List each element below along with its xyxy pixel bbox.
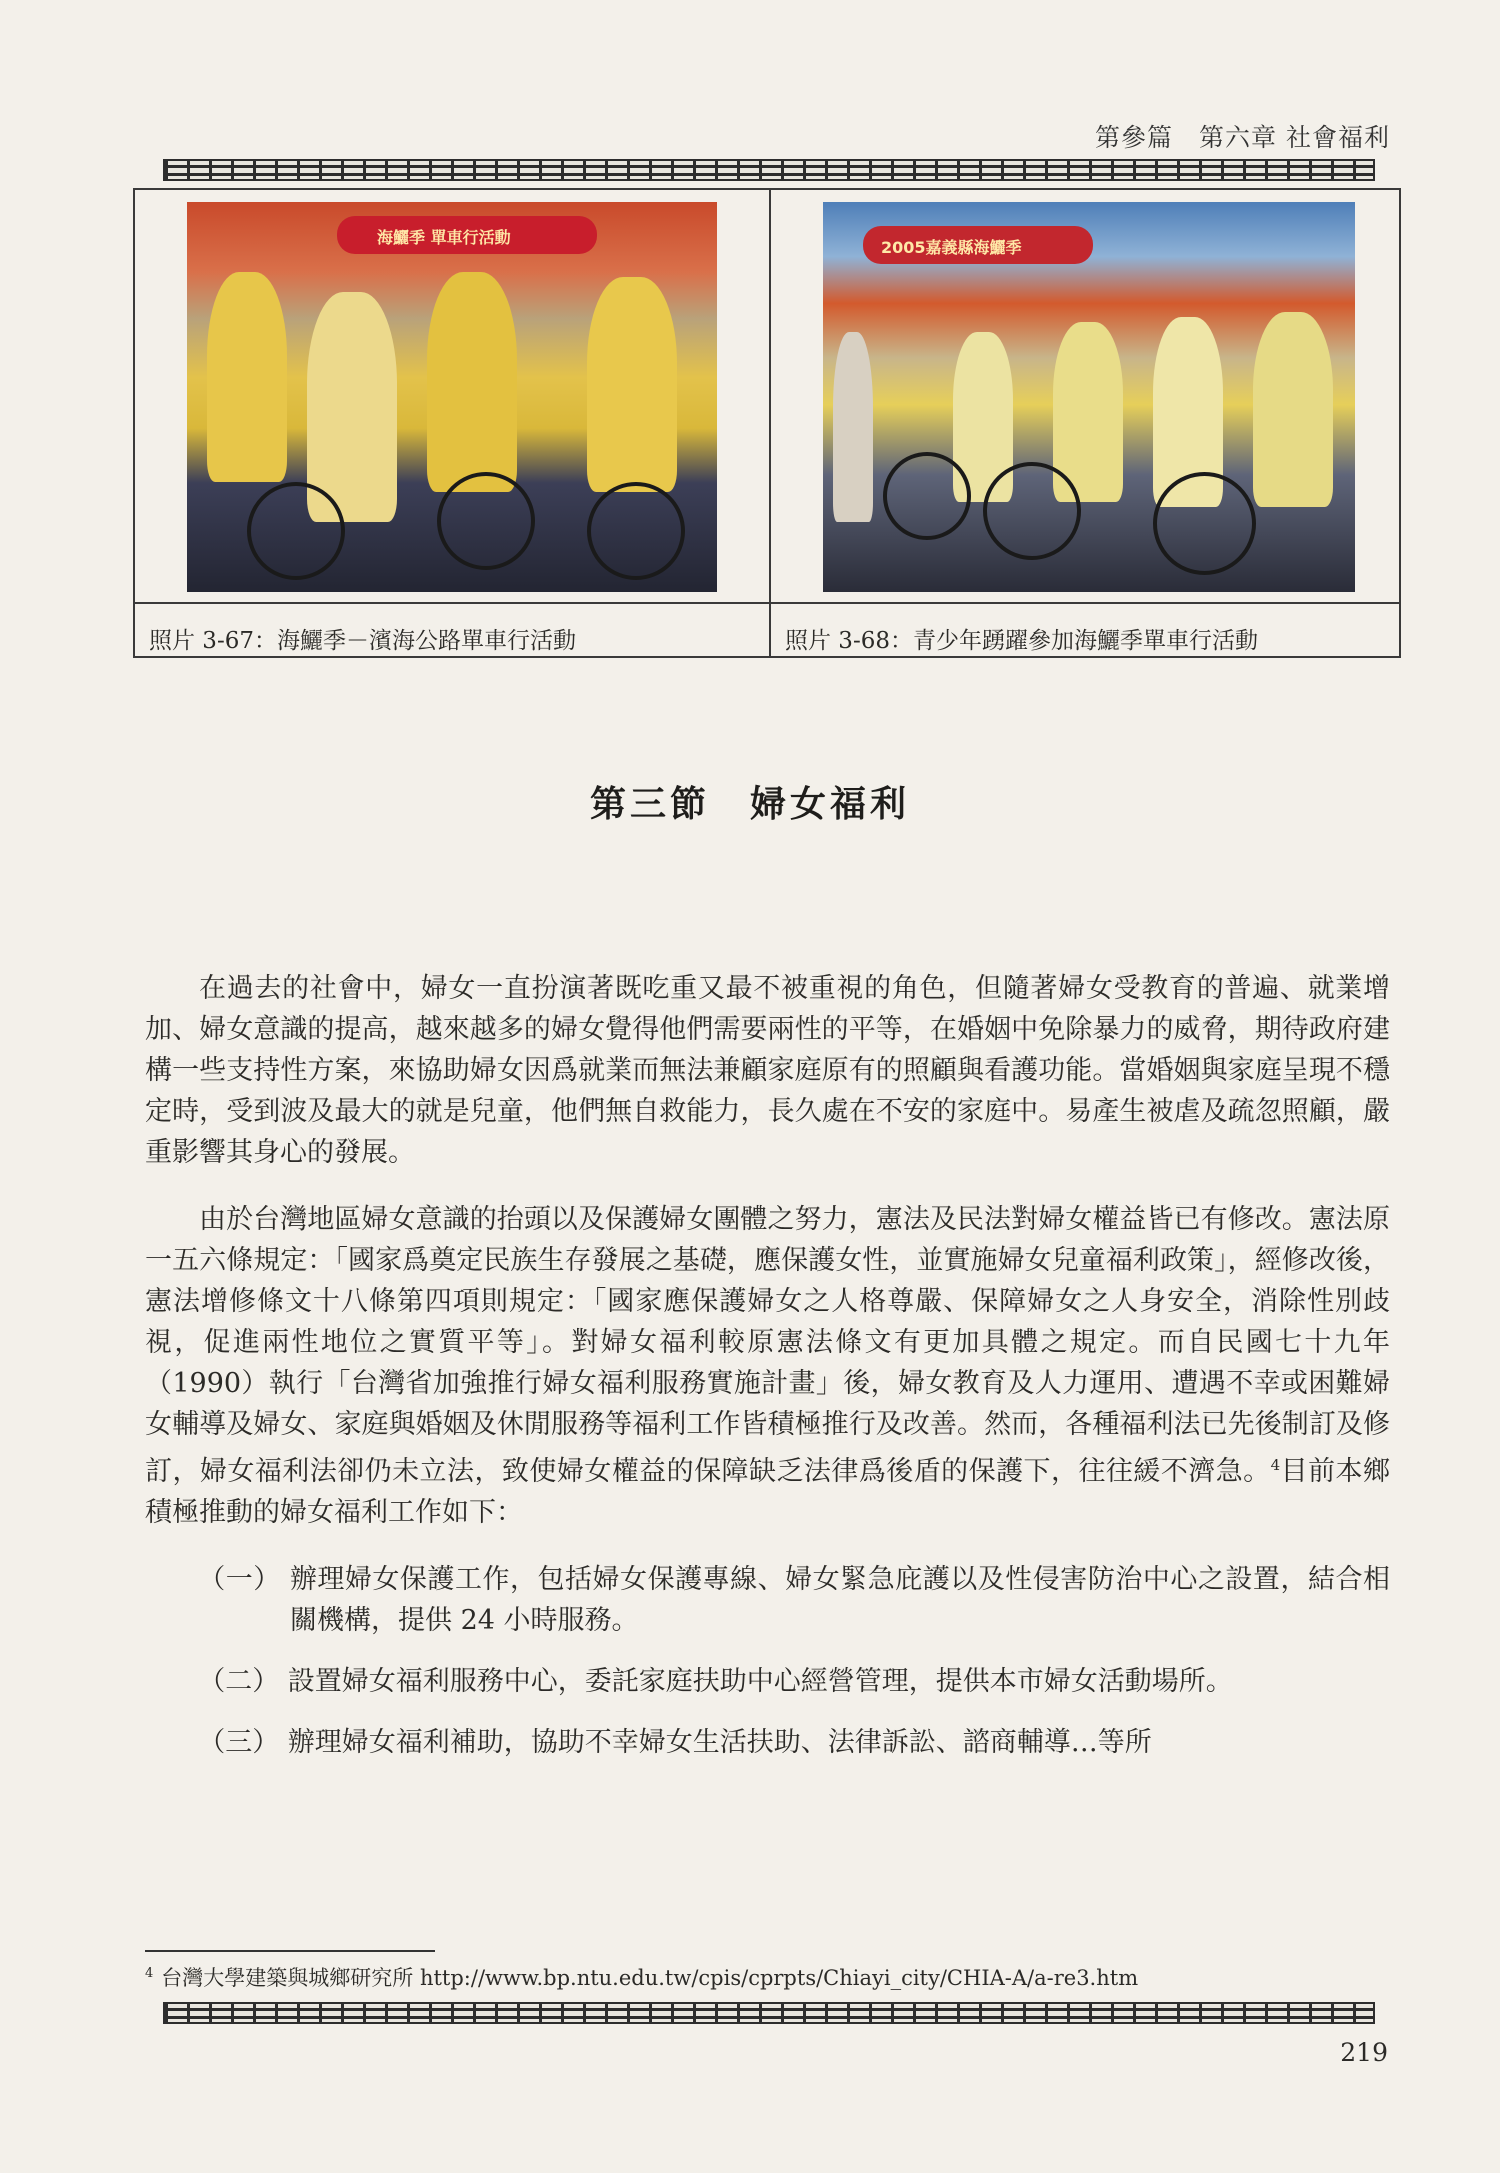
- photo-table: [133, 188, 1401, 658]
- paragraph: [145, 1199, 1390, 1533]
- paragraph-text: 由於台灣地區婦女意識的抬頭以及保護婦女團體之努力，憲法及民法對婦女權益皆已有修改。憲法原一五六條規定：「國家爲奠定民族生存發展之基礎，應保護女性，並實施婦女兒童福利政策」，經修改後，憲法增修條文十八條第四項則規定：「國家應保護婦女之人格尊嚴、保障婦女之人身安全，消除性別歧視，促進兩性地位之實質平等」。對婦女福利較原憲法條文有更加具體之規定。而自民國七十九年（1990）執行「台灣省加強推行婦女福利服務實施計畫」後，婦女教育及人力運用、遭遇不幸或困難婦女輔導及婦女、家庭與婚姻及休閒服務等福利工作皆積極推行及改善。然而，各種福利法已先後制訂及修訂，婦女福利法卻仍未立法，致使婦女權益的保障缺乏法律爲後盾的保護下，往往緩不濟急。: [145, 1204, 1390, 1487]
- photo-youth-cycling: [823, 202, 1355, 592]
- paragraph: 在過去的社會中，婦女一直扮演著既吃重又最不被重視的角色，但隨著婦女受教育的普遍、就業增加、婦女意識的提高，越來越多的婦女覺得他們需要兩性的平等，在婚姻中免除暴力的威脅，期待政府建構一些支持性方案，來協助婦女因爲就業而無法兼顧家庭原有的照顧與看護功能。當婚姻與家庭呈現不穩定時，受到波及最大的就是兒童，他們無自救能力，長久處在不安的家庭中。易產生被虐及疏忽照顧，嚴重影響其身心的發展。: [145, 973, 1390, 1168]
- cyclist-figure: [1253, 312, 1333, 507]
- table-divider-horizontal: [135, 602, 1399, 604]
- cyclist-figure: [587, 277, 677, 492]
- decorative-border-bottom: [163, 2002, 1375, 2024]
- banner-text: 海鱺季 單車行活動: [377, 228, 511, 247]
- footnote-mark: 4: [145, 1966, 154, 1981]
- footnote-rule: [145, 1950, 435, 1952]
- cyclist-figure: [307, 292, 397, 522]
- list-item: （一） 辦理婦女保護工作，包括婦女保護專線、婦女緊急庇護以及性侵害防治中心之設置，結合相關機構，提供 24 小時服務。: [198, 1564, 1390, 1636]
- photo-caption: 照片 3-68：青少年踴躍參加海鱺季單車行活動: [785, 628, 1258, 654]
- list-item: （二） 設置婦女福利服務中心，委託家庭扶助中心經營管理，提供本市婦女活動場所。: [198, 1666, 1233, 1697]
- bicycle-wheel: [883, 452, 971, 540]
- cyclist-figure: [427, 272, 517, 492]
- bicycle-wheel: [437, 472, 535, 570]
- section-title: 第三節 婦女福利: [589, 783, 910, 825]
- footnote: [145, 1962, 1138, 1992]
- bicycle-wheel: [1153, 472, 1256, 575]
- footnote-text: 台灣大學建築與城鄉研究所 http://www.bp.ntu.edu.tw/cpis/cprpts/Chiayi_city/CHIA-A/a-re3.htm: [161, 1966, 1139, 1990]
- page-number: 219: [1340, 2038, 1388, 2067]
- paragraph-text: 目前本鄉積極推動的婦女福利工作如下：: [145, 1456, 1391, 1528]
- list-item: （三） 辦理婦女福利補助，協助不幸婦女生活扶助、法律訴訟、諮商輔導…等所: [198, 1727, 1152, 1758]
- body-text: [145, 968, 1390, 1783]
- bicycle-wheel: [983, 462, 1081, 560]
- bicycle-wheel: [587, 482, 685, 580]
- spectator-figure: [833, 332, 873, 522]
- running-header: 第參篇 第六章 社會福利: [1095, 123, 1390, 152]
- table-divider-vertical: [769, 190, 771, 656]
- photo-cycling-seaside: [187, 202, 717, 592]
- banner-text: 2005嘉義縣海鱺季: [881, 238, 1022, 257]
- bicycle-wheel: [247, 482, 345, 580]
- decorative-border-top: [163, 159, 1375, 181]
- photo-caption: 照片 3-67：海鱺季－濱海公路單車行活動: [149, 628, 576, 654]
- cyclist-figure: [207, 272, 287, 482]
- footnote-reference: 4: [1270, 1456, 1281, 1474]
